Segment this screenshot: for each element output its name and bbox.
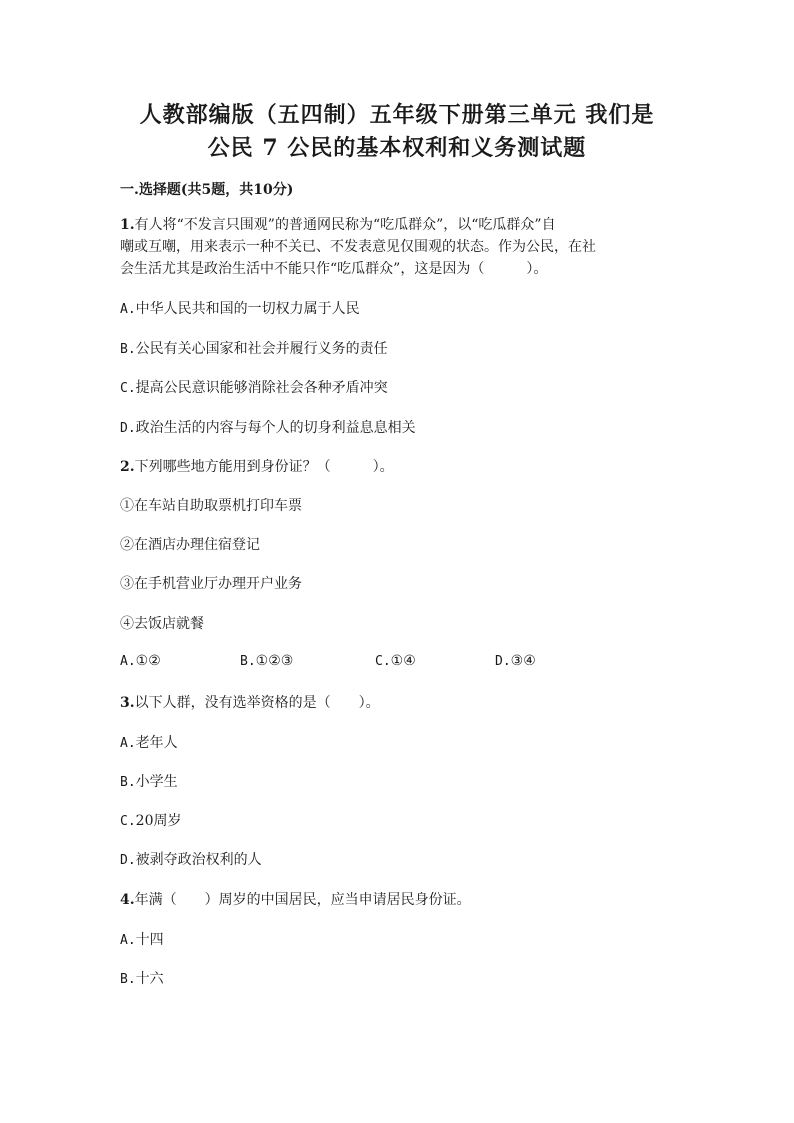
question-2-stem: 2.下列哪些地方能用到身份证？（ ）。 <box>120 459 394 475</box>
question-3-stem: 3.以下人群，没有选举资格的是（ ）。 <box>120 695 380 711</box>
question-4-number: 4. <box>120 892 135 908</box>
question-2-option-a: A.①② <box>120 653 161 669</box>
question-2-item-1: ①在车站自助取票机打印车票 <box>120 498 302 514</box>
question-1-line1: 有人将“不发言只围观”的普通网民称为“吃瓜群众”，以“吃瓜群众”自 <box>134 217 556 233</box>
question-2-item-4: ④去饭店就餐 <box>120 616 204 632</box>
question-1-line2: 嘲或互嘲，用来表示一种不关已、不发表意见仅围观的状态。作为公民，在社 <box>120 239 596 255</box>
question-3-number: 3. <box>120 695 135 711</box>
question-3-option-c: C.20周岁 <box>120 813 182 829</box>
question-2-option-d: D.③④ <box>495 653 536 669</box>
question-1-line3: 会生活尤其是政治生活中不能只作“吃瓜群众”，这是因为（ ）。 <box>120 261 548 277</box>
question-1-option-a: A.中华人民共和国的一切权力属于人民 <box>120 301 360 317</box>
page-title-line2: 公民 7 公民的基本权利和义务测试题 <box>207 135 587 161</box>
question-3-option-a: A.老年人 <box>120 735 178 751</box>
question-2-item-3: ③在手机营业厅办理开户业务 <box>120 576 302 592</box>
section-heading: 一.选择题(共5题，共10分) <box>120 182 294 198</box>
page-title-line1: 人教部编版（五四制）五年级下册第三单元 我们是 <box>139 102 655 128</box>
question-2-number: 2. <box>120 459 135 475</box>
question-3-option-b: B.小学生 <box>120 774 178 790</box>
question-2-option-c: C.①④ <box>375 653 416 669</box>
question-1-number: 1. <box>120 217 135 233</box>
question-4-stem: 4.年满（ ）周岁的中国居民，应当申请居民身份证。 <box>120 892 471 908</box>
question-2-option-b: B.①②③ <box>240 653 294 669</box>
question-1-option-b: B.公民有关心国家和社会并履行义务的责任 <box>120 341 388 357</box>
question-4-option-a: A.十四 <box>120 932 164 948</box>
question-1-option-c: C.提高公民意识能够消除社会各种矛盾冲突 <box>120 380 388 396</box>
question-1-stem <box>120 214 680 280</box>
question-2-item-2: ②在酒店办理住宿登记 <box>120 537 260 553</box>
question-3-option-d: D.被剥夺政治权利的人 <box>120 852 262 868</box>
question-1-option-d: D.政治生活的内容与每个人的切身利益息息相关 <box>120 420 416 436</box>
question-4-option-b: B.十六 <box>120 971 164 987</box>
